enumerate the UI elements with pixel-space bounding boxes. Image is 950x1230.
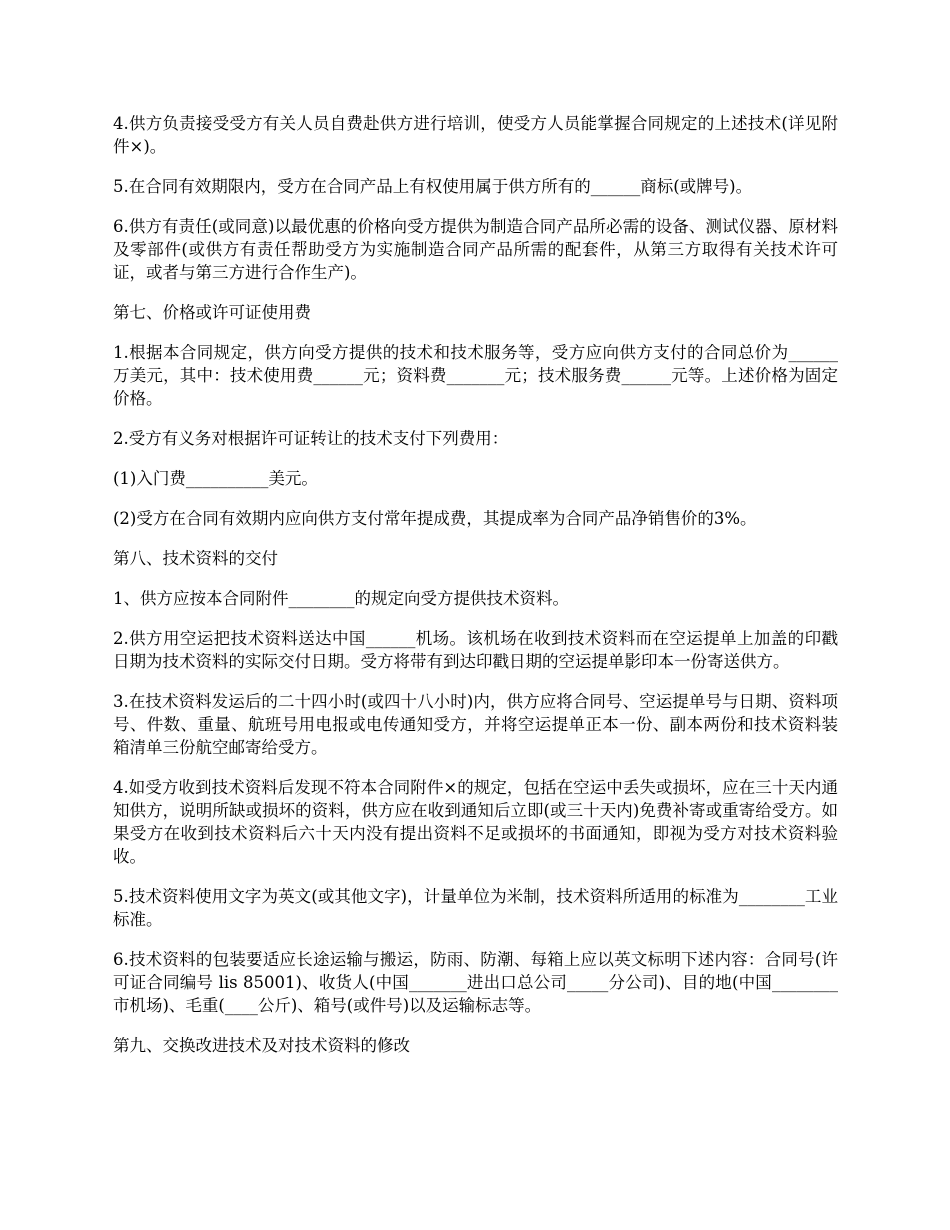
paragraph-training: 4.供方负责接受受方有关人员自费赴供方进行培训，使受方人员能掌握合同规定的上述技术(详见附件×)。 <box>113 114 838 156</box>
paragraph-equipment-supply: 6.供方有责任(或同意)以最优惠的价格向受方提供为制造合同产品所必需的设备、测试仪器、原材料及零部件(或供方有责任帮助受方为实施制造合同产品所需的配套件，从第三方取得有关技术许可证，或者与第三方进行合作生产)。 <box>113 217 838 282</box>
paragraph-contract-price: 1.根据本合同规定，供方向受方提供的技术和技术服务等，受方应向供方支付的合同总价为______万美元，其中：技术使用费______元；资料费_______元；技术服务费______元等。上述价格为固定价格。 <box>113 343 838 408</box>
paragraph-acceptance: 4.如受方收到技术资料后发现不符本合同附件×的规定，包括在空运中丢失或损坏，应在三十天内通知供方，说明所缺或损坏的资料，供方应在收到通知后立即(或三十天内)免费补寄或重寄给受方。如果受方在收到技术资料后六十天内没有提出资料不足或损坏的书面通知，即视为受方对技术资料验收。 <box>113 778 838 866</box>
section-heading-improvements: 第九、交换改进技术及对技术资料的修改 <box>113 1036 410 1055</box>
paragraph-shipping-notice: 3.在技术资料发运后的二十四小时(或四十八小时)内，供方应将合同号、空运提单号与日期、资料项号、件数、重量、航班号用电报或电传通知受方，并将空运提单正本一份、副本两份和技术资料装箱清单三份航空邮寄给受方。 <box>113 692 838 757</box>
paragraph-delivery-annex: 1、供方应按本合同附件________的规定向受方提供技术资料。 <box>113 589 569 608</box>
section-heading-delivery: 第八、技术资料的交付 <box>113 549 278 568</box>
paragraph-trademark: 5.在合同有效期限内，受方在合同产品上有权使用属于供方所有的______商标(或牌号)。 <box>113 177 753 196</box>
paragraph-language-standards: 5.技术资料使用文字为英文(或其他文字)，计量单位为米制，技术资料所适用的标准为________工业标准。 <box>113 887 838 929</box>
paragraph-air-transport: 2.供方用空运把技术资料送达中国______机场。该机场在收到技术资料而在空运提单上加盖的印戳日期为技术资料的实际交付日期。受方将带有到达印戳日期的空运提单影印本一份寄送供方。 <box>113 629 838 671</box>
paragraph-packaging: 6.技术资料的包装要适应长途运输与搬运，防雨、防潮、每箱上应以英文标明下述内容：合同号(许可证合同编号 lis 85001)、收货人(中国_______进出口总公司_____分公司)、目的地(中国________市机场)、毛重(____公斤)、箱号(或件号)以及运输标志等。 <box>113 950 838 1015</box>
paragraph-fees-obligation: 2.受方有义务对根据许可证转让的技术支付下列费用： <box>113 429 509 448</box>
section-heading-price: 第七、价格或许可证使用费 <box>113 303 311 322</box>
paragraph-royalty: (2)受方在合同有效期内应向供方支付常年提成费，其提成率为合同产品净销售价的3%。 <box>113 509 757 528</box>
paragraph-entry-fee: (1)入门费__________美元。 <box>113 469 318 488</box>
